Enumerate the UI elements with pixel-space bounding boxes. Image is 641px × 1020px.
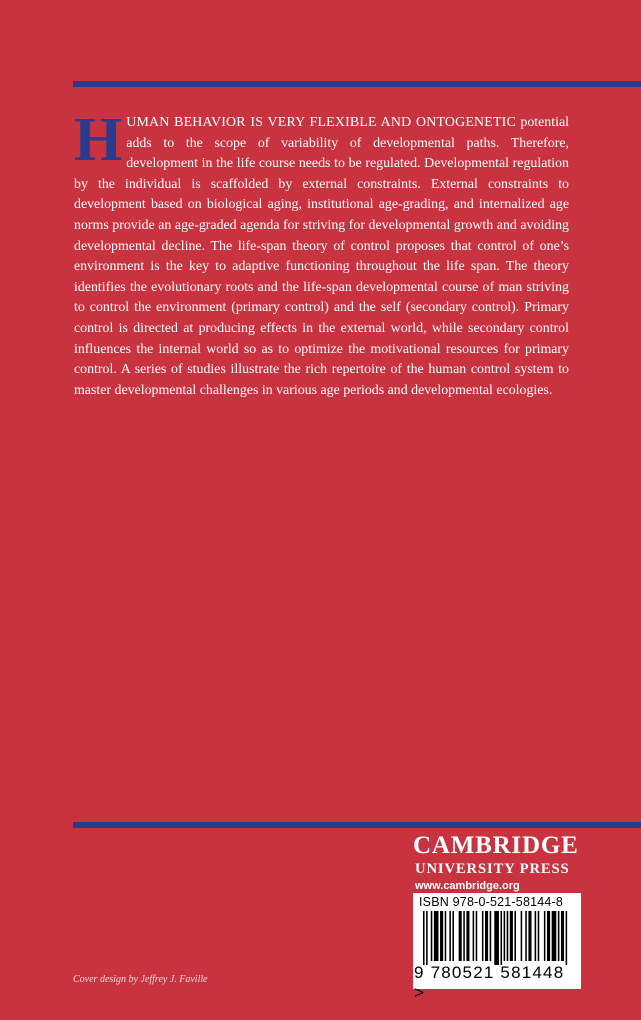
cover-design-credit: Cover design by Jeffrey J. Faville — [73, 974, 208, 985]
isbn-label: ISBN 978-0-521-58144-8 — [419, 895, 564, 909]
publisher-name: CAMBRIDGE — [413, 832, 579, 859]
publisher-logo — [413, 832, 583, 893]
publisher-url: www.cambridge.org — [415, 880, 520, 892]
drop-cap-letter: H — [74, 106, 123, 174]
blurb-lead-in: UMAN BEHAVIOR IS VERY FLEXIBLE AND ONTOGENETIC — [126, 115, 516, 130]
publisher-subname: UNIVERSITY PRESS — [415, 861, 570, 877]
bottom-divider-rule — [73, 822, 641, 828]
isbn-barcode — [413, 893, 581, 1002]
top-divider-rule — [73, 81, 641, 87]
back-cover-blurb — [74, 106, 569, 401]
barcode-bars — [417, 911, 577, 965]
barcode-number: 9 780521 581448 > — [414, 963, 565, 1002]
blurb-body: potential adds to the scope of variability of developmental paths. Therefore, development in the life course needs to be regulated. Developmental regulation by the individual is scaffolded by external constraints. External constraints to development based on biological aging, institutional age-grading, and internalized age norms provide an age-graded agenda for striving for developmental growth and avoiding developmental decline. The life-span theory of control proposes that control of one’s environment is the key to adaptive functioning throughout the life span. The theory identifies the evolutionary roots and the life-span developmental course of man striving to control the environment (primary control) and the self (secondary control). Primary control is directed at producing effects in the external world, while secondary control influences the internal world so as to optimize the motivational resources for primary control. A series of studies illustrate the rich repertoire of the human control system to master developmental challenges in various age periods and developmental ecologies. — [74, 115, 569, 398]
